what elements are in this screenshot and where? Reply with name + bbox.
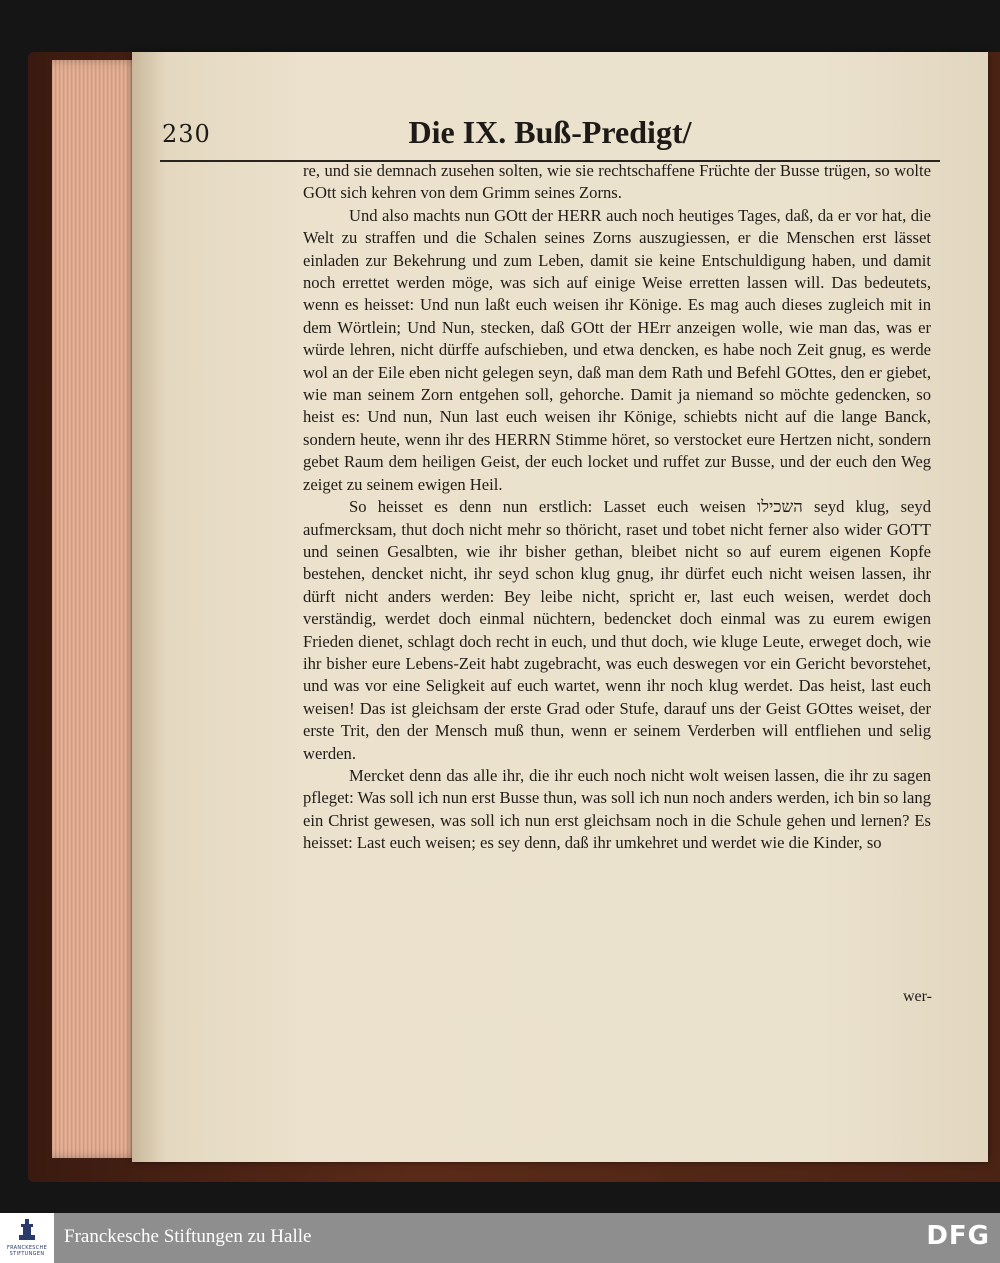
body-text	[303, 160, 931, 855]
footer-bar	[0, 1213, 1000, 1263]
page-header	[160, 110, 940, 162]
catchword: wer-	[903, 988, 932, 1005]
paragraph: Mercket denn das alle ihr, die ihr euch noch nicht wolt weisen lassen, die ihr zu sagen pfleget: Was soll ich nun erst Busse thun, was soll ich nun noch anders werden, ich bin so lang ein Christ gewesen, was soll ich nun erst gleichsam noch in die Schule gehen und lernen? Es heisset: Last euch weisen; es sey denn, daß ihr umkehret und werdet wie die Kinder, so	[303, 765, 931, 853]
dfg-logo[interactable]: DFG	[926, 1221, 990, 1251]
logo-caption: FRANCKESCHE STIFTUNGEN	[6, 1245, 48, 1257]
paragraph: So heisset es denn nun erstlich: Lasset euch weisen השכילו seyd klug, seyd aufmercksam, thut doch nicht mehr so thöricht, raset und tobet nicht ferner also wider GOTT und seinen Gesalbten, wie ihr bisher gethan, bleibet nicht so auf eurem eigenen Kopfe bestehen, dencket nicht, ihr seyd schon klug gnug, ihr dürfet euch nicht weisen lassen, ihr dürft nicht anders werden: Bey leibe nicht, spricht er, last euch weisen, werdet doch verständig, werdet doch einmal nüchtern, bedencket doch einmal was zu eurem ewigen Frieden dienet, schlagt doch recht in euch, und thut doch, wie kluge Leute, erweget doch, wie ihr bisher eure Lebens-Zeit habt zugebracht, was euch deswegen vor ein Gericht bevorstehet, und was vor eine Seligkeit auf euch wartet, wenn ihr noch klug werdet. Das heist, last euch weisen! Das ist gleichsam der erste Grad oder Stufe, darauf uns der Geist GOttes weiset, der erste Trit, den der Mensch muß thun, wenn er seinem Verderben will entfliehen und selig werden.	[303, 497, 931, 763]
institution-logo[interactable]	[0, 1213, 54, 1263]
institution-name[interactable]: Franckesche Stiftungen zu Halle	[64, 1226, 312, 1247]
page-edges	[52, 60, 142, 1158]
paragraph: re, und sie demnach zusehen solten, wie sie rechtschaffene Früchte der Busse trügen, so wolte GOtt sich kehren von dem Grimm seines Zorns.	[303, 161, 931, 203]
page-number: 230	[162, 120, 211, 148]
franckesche-stiftungen-logo-icon	[18, 1219, 36, 1241]
paragraph: Und also machts nun GOtt der HERR auch noch heutiges Tages, daß, da er vor hat, die Welt zu straffen und die Schalen seines Zorns auszugiessen, er die Menschen erst lässet einladen zur Bekehrung und zum Leben, damit sie keine Entschuldigung haben, und damit noch errettet werden möge, was sich auf einige Weise erretten lassen will. Das bedeutets, wenn es heisset: Und nun laßt euch weisen ihr Könige. Es mag auch dieses zugleich mit in dem Wörtlein; Und Nun, stecken, daß GOtt der HErr anzeigen wolle, wie man das, was er würde lehren, nicht dürffe aufschieben, und etwa dencken, es habe noch Zeit gnug, es werde wol an der Eile eben nicht gelegen seyn, daß man dem Rath und Befehl GOttes, den er giebet, wie man seinem Zorn entgehen soll, gehorche. Damit ja niemand so möchte gedencken, so heist es: Und nun, Nun last euch weisen ihr Könige, schiebts nicht auf die lange Banck, sondern heute, wenn ihr des HERRN Stimme höret, so verstocket eure Hertzen nicht, sondern gebet Raum dem heiligen Geist, der euch locket und ruffet zur Busse, und der euch den Weg zeiget zu seinem ewigen Heil.	[303, 205, 931, 494]
running-title: Die IX. Buß-Predigt/	[408, 114, 692, 150]
